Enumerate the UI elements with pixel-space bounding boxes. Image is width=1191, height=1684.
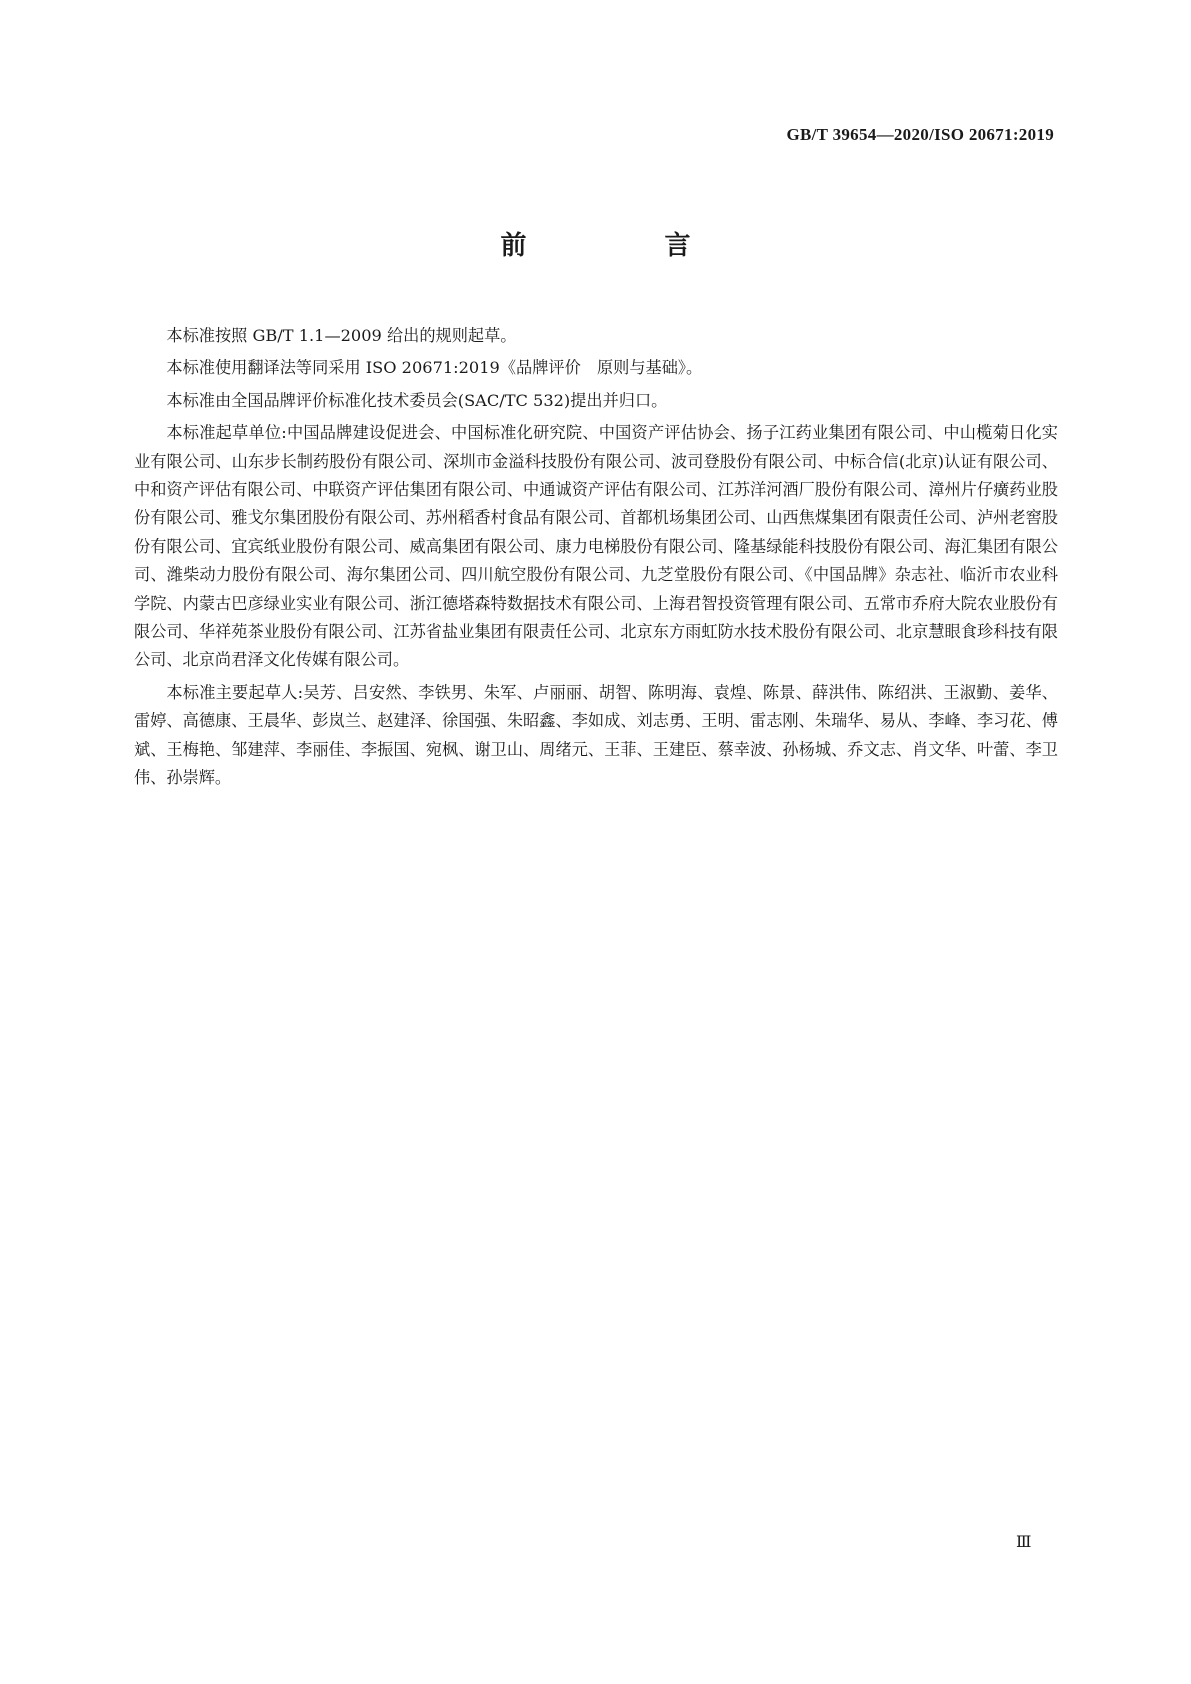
paragraph-adoption: 本标准使用翻译法等同采用 ISO 20671:2019《品牌评价 原则与基础》。: [166, 358, 703, 378]
paragraph-proposer: 本标准由全国品牌评价标准化技术委员会(SAC/TC 532)提出并归口。: [166, 390, 668, 410]
paragraph-drafters: 本标准主要起草人:吴芳、吕安然、李铁男、朱军、卢丽丽、胡智、陈明海、袁煌、陈景、薛洪伟、陈绍洪、王淑勤、姜华、雷婷、高德康、王晨华、彭岚兰、赵建泽、徐国强、朱昭鑫、李如成、刘志勇、王明、雷志刚、朱瑞华、易从、李峰、李习花、傅斌、王梅艳、邹建萍、李丽佳、李振国、宛枫、谢卫山、周绪元、王菲、王建臣、蔡幸波、孙杨城、乔文志、肖文华、叶蕾、李卫伟、孙崇辉。: [134, 682, 1058, 788]
foreword-body: [134, 322, 1058, 797]
page-title: 前 言: [500, 231, 747, 261]
paragraph-drafting-rules: 本标准按照 GB/T 1.1—2009 给出的规则起草。: [166, 326, 517, 345]
page-number: Ⅲ: [1016, 1534, 1032, 1551]
standard-code-header: GB/T 39654—2020/ISO 20671:2019: [786, 125, 1054, 144]
paragraph-drafting-units: 本标准起草单位:中国品牌建设促进会、中国标准化研究院、中国资产评估协会、扬子江药业集团有限公司、中山榄菊日化实业有限公司、山东步长制药股份有限公司、深圳市金溢科技股份有限公司、波司登股份有限公司、中标合信(北京)认证有限公司、中和资产评估有限公司、中联资产评估集团有限公司、中通诚资产评估有限公司、江苏洋河酒厂股份有限公司、漳州片仔癀药业股份有限公司、雅戈尔集团股份有限公司、苏州稻香村食品有限公司、首都机场集团公司、山西焦煤集团有限责任公司、泸州老窖股份有限公司、宜宾纸业股份有限公司、威高集团有限公司、康力电梯股份有限公司、隆基绿能科技股份有限公司、海汇集团有限公司、潍柴动力股份有限公司、海尔集团公司、四川航空股份有限公司、九芝堂股份有限公司、《中国品牌》杂志社、临沂市农业科学院、内蒙古巴彦绿业实业有限公司、浙江德塔森特数据技术有限公司、上海君智投资管理有限公司、五常市乔府大院农业股份有限公司、华祥苑茶业股份有限公司、江苏省盐业集团有限责任公司、北京东方雨虹防水技术股份有限公司、北京慧眼食珍科技有限公司、北京尚君泽文化传媒有限公司。: [134, 423, 1058, 670]
